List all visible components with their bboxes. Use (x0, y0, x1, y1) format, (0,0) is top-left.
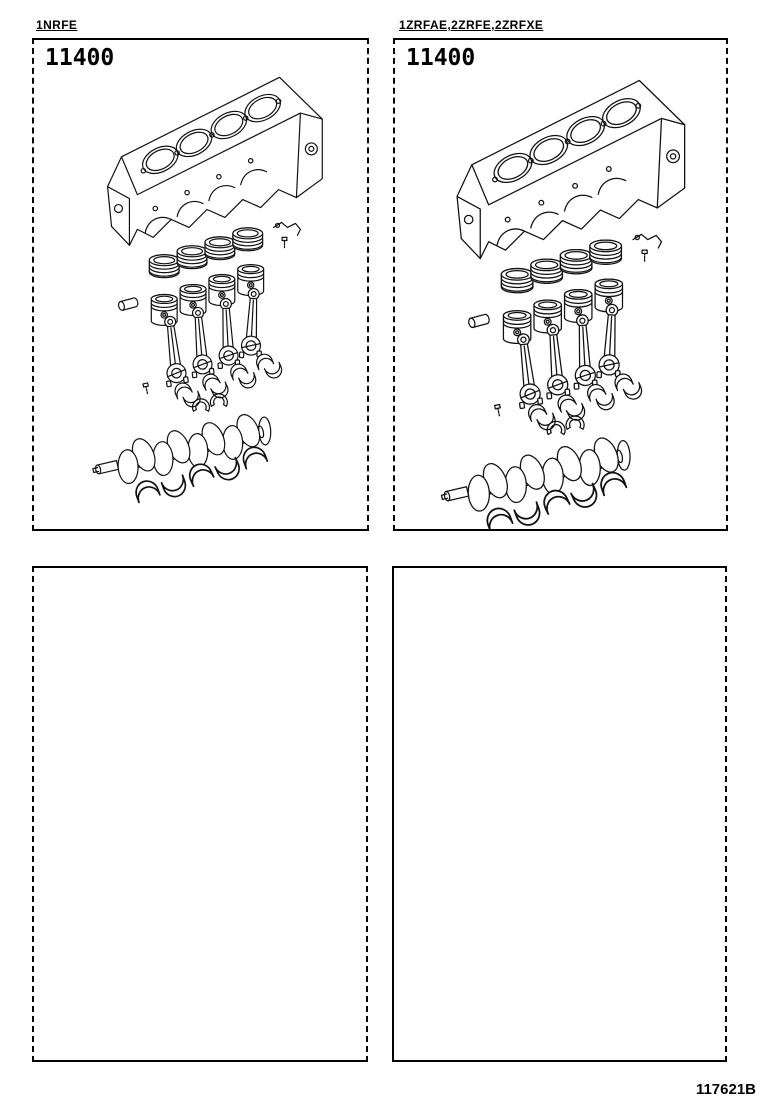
engine-code-label-top-left: 1NRFE (36, 18, 78, 32)
part-number: 11400 (406, 45, 476, 71)
panel-bottom-left (32, 566, 368, 1062)
short-block-illustration (34, 56, 367, 531)
engine-code-label-top-right: 1ZRFAE,2ZRFE,2ZRFXE (399, 18, 544, 32)
short-block-exploded-view (88, 77, 322, 502)
panel-top-right (393, 38, 728, 531)
figure-code: 117621B (695, 1081, 756, 1098)
panel-bottom-right (392, 566, 727, 1062)
panel-top-left (32, 38, 369, 531)
short-block-illustration (395, 56, 728, 531)
short-block-exploded-view (437, 80, 685, 531)
part-number: 11400 (45, 45, 115, 71)
